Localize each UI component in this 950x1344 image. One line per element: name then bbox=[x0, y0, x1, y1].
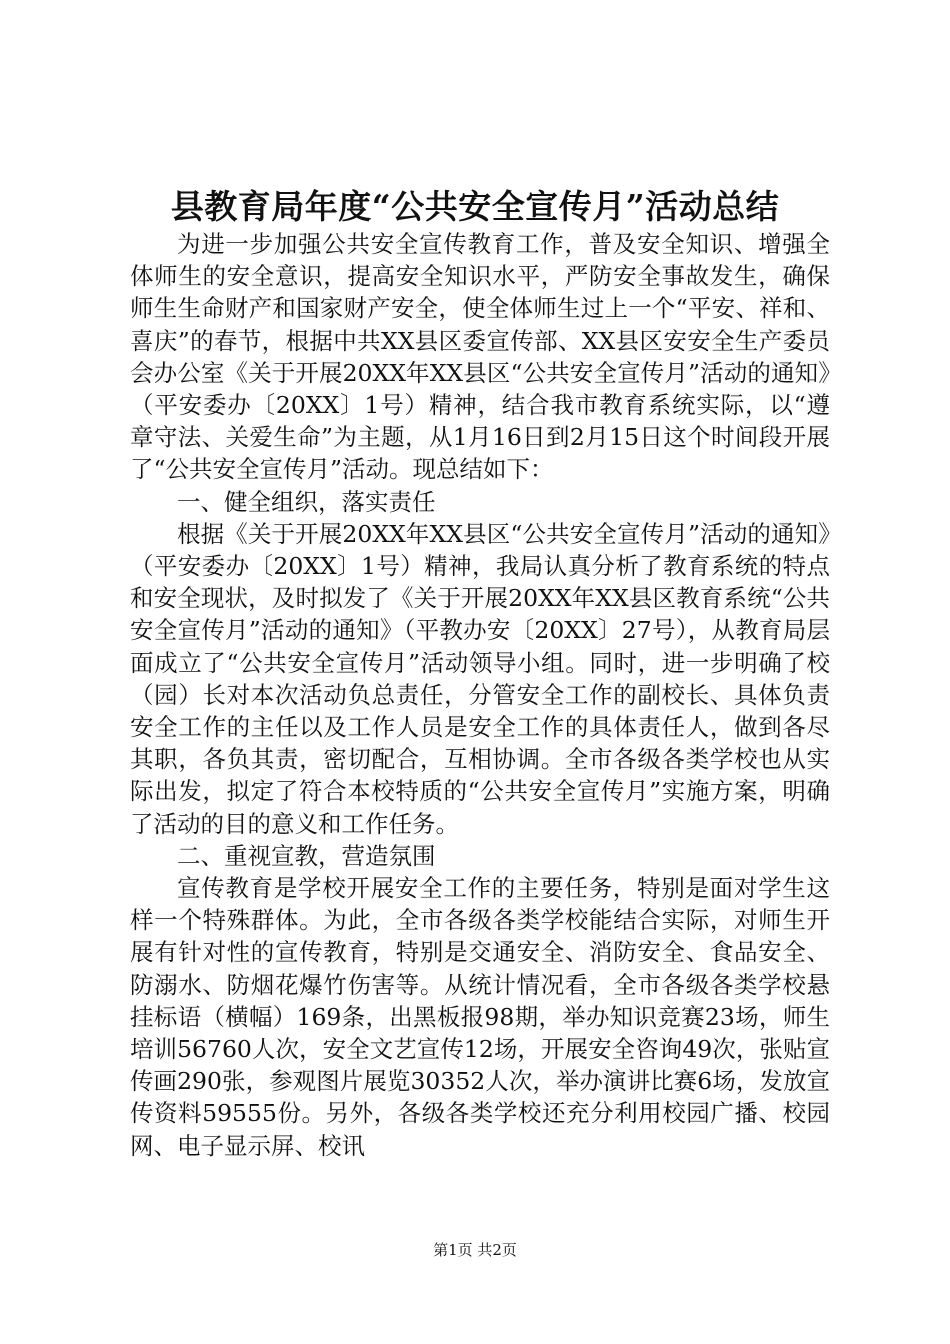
section-2-paragraph: 宣传教育是学校开展安全工作的主要任务，特别是面对学生这样一个特殊群体。为此，全市各级各类学校能结合实际，对师生开展有针对性的宣传教育，特别是交通安全、消防安全、食品安全、防溺水、防烟花爆竹伤害等。从统计情况看，全市各级各类学校悬挂标语（横幅）169条，出黑板报98期，举办知识竞赛23场，师生培训56760人次，安全文艺宣传12场，开展安全咨询49次，张贴宣传画290张，参观图片展览30352人次，举办演讲比赛6场，发放宣传资料59555份。另外，各级各类学校还充分利用校园广播、校园网、电子显示屏、校讯 bbox=[130, 874, 830, 1160]
intro-paragraph: 为进一步加强公共安全宣传教育工作，普及安全知识、增强全体师生的安全意识，提高安全知识水平，严防安全事故发生，确保师生生命财产和国家财产安全，使全体师生过上一个“平安、祥和、喜庆”的春节，根据中共XX县区委宣传部、XX县区安安全生产委员会办公室《关于开展20XX年XX县区“公共安全宣传月”活动的通知》（平安委办〔20XX〕1号）精神，结合我市教育系统实际，以“遵章守法、关爱生命”为主题，从1月16日到2月15日这个时间段开展了“公共安全宣传月”活动。现总结如下： bbox=[130, 230, 830, 484]
page-number-footer: 第1页 共2页 bbox=[433, 1241, 517, 1259]
document-title: 县教育局年度“公共安全宣传月”活动总结 bbox=[170, 187, 780, 226]
section-heading-2: 二、重视宣教，营造氛围 bbox=[177, 841, 436, 870]
section-1-paragraph: 根据《关于开展20XX年XX县区“公共安全宣传月”活动的通知》（平安委办〔20XX〕1号）精神，我局认真分析了教育系统的特点和安全现状，及时拟发了《关于开展20XX年XX县区教育系统“公共安全宣传月”活动的通知》（平教办安〔20XX〕27号），从教育局层面成立了“公共安全宣传月”活动领导小组。同时，进一步明确了校（园）长对本次活动负总责任，分管安全工作的副校长、具体负责安全工作的主任以及工作人员是安全工作的具体责任人，做到各尽其职，各负其责，密切配合，互相协调。全市各级各类学校也从实际出发，拟定了符合本校特质的“公共安全宣传月”实施方案，明确了活动的目的意义和工作任务。 bbox=[130, 519, 830, 838]
document-body bbox=[130, 228, 830, 1162]
section-heading-1: 一、健全组织，落实责任 bbox=[177, 487, 436, 516]
